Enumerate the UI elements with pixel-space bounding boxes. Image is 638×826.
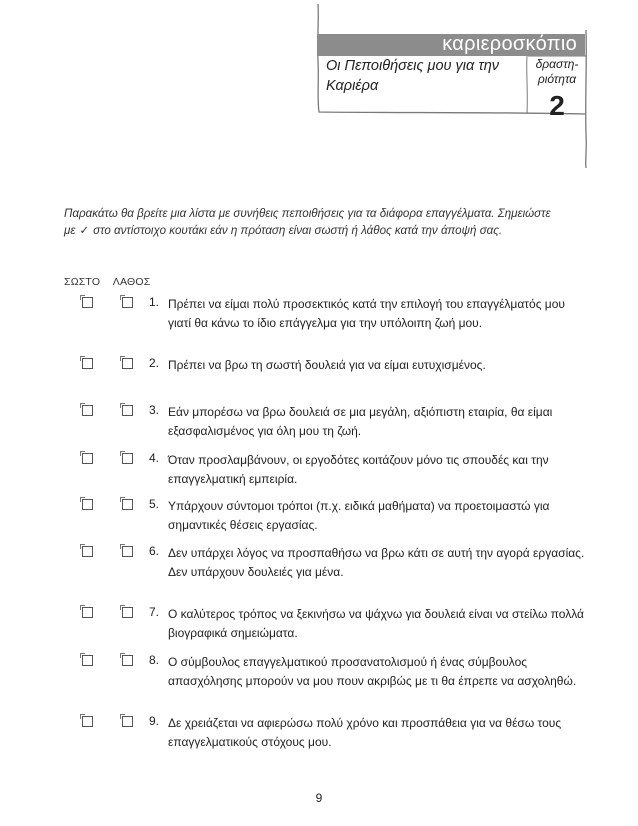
statement-number: 3. bbox=[149, 403, 160, 417]
checkmark-icon: ✓ bbox=[79, 224, 90, 237]
page-number: 9 bbox=[315, 791, 323, 805]
false-checkbox[interactable] bbox=[122, 655, 133, 666]
statement-text: Υπάρχουν σύντομοι τρόποι (π.χ. ειδικά μαθήματα) να προετοιμαστώ για σημαντικές θέσεις εργασίας. bbox=[168, 499, 550, 532]
activity-label: δραστη-ριότητα bbox=[535, 57, 579, 86]
answer-column-headers bbox=[64, 276, 160, 288]
false-checkbox[interactable] bbox=[122, 358, 133, 369]
statement-number: 2. bbox=[149, 356, 160, 370]
statement-number: 1. bbox=[149, 295, 160, 309]
statement-text: Πρέπει να είμαι πολύ προσεκτικός κατά την επιλογή του επαγγέλματός μου γιατί θα κάνω το ίδιο επάγγελμα για την υπόλοιπη ζωή μου. bbox=[168, 297, 565, 330]
activity-number: 2 bbox=[549, 90, 565, 121]
true-checkbox[interactable] bbox=[82, 716, 93, 727]
instructions-prefix: με bbox=[64, 224, 76, 237]
brand-banner bbox=[317, 34, 585, 56]
statement-text: Εάν μπορέσω να βρω δουλειά σε μια μεγάλη, αξιόπιστη εταιρία, θα είμαι εξασφαλισμένος για όλη μου τη ζωή. bbox=[168, 405, 553, 438]
statement-number: 8. bbox=[149, 653, 160, 667]
statement-number: 7. bbox=[149, 605, 160, 619]
statement-number: 9. bbox=[149, 714, 160, 728]
statement-text: Ο καλύτερος τρόπος να ξεκινήσω να ψάχνω για δουλειά είναι να στείλω πολλά βιογραφικά σημειώματα. bbox=[168, 607, 584, 640]
true-checkbox[interactable] bbox=[82, 405, 93, 416]
true-checkbox[interactable] bbox=[82, 499, 93, 510]
statement-text: Όταν προσλαμβάνουν, οι εργοδότες κοιτάζουν μόνο τις σπουδές και την επαγγελματική εμπειρία. bbox=[168, 453, 549, 486]
brand-name: καριεροσκόπιο bbox=[442, 33, 577, 55]
instructions-line-2 bbox=[64, 222, 584, 239]
true-column-header: ΣΩΣΤΟ bbox=[64, 276, 101, 288]
false-column-header: ΛΑΘΟΣ bbox=[112, 276, 151, 288]
false-checkbox[interactable] bbox=[122, 716, 133, 727]
true-checkbox[interactable] bbox=[82, 655, 93, 666]
statement-text: Δε χρειάζεται να αφιερώσω πολύ χρόνο και προσπάθεια για να θέσω τους επαγγελματικούς στόχους μου. bbox=[168, 716, 562, 749]
statement-number: 4. bbox=[149, 451, 160, 465]
true-checkbox[interactable] bbox=[82, 607, 93, 618]
false-checkbox[interactable] bbox=[122, 453, 133, 464]
statement-text: Πρέπει να βρω τη σωστή δουλειά για να είμαι ευτυχισμένος. bbox=[168, 358, 486, 372]
statement-text: Ο σύμβουλος επαγγελματικού προσανατολισμού ή ένας σύμβουλος απασχόλησης μπορούν να μου πουν ακριβώς με τι θα έπρεπε να ασχοληθώ. bbox=[168, 655, 577, 688]
false-checkbox[interactable] bbox=[122, 607, 133, 618]
true-checkbox[interactable] bbox=[82, 358, 93, 369]
false-checkbox[interactable] bbox=[122, 297, 133, 308]
instructions-line-1: Παρακάτω θα βρείτε μια λίστα με συνήθεις πεποιθήσεις για τα διάφορα επαγγέλματα. Σημειώστε bbox=[64, 207, 551, 220]
false-checkbox[interactable] bbox=[122, 546, 133, 557]
false-checkbox[interactable] bbox=[122, 499, 133, 510]
statement-number: 6. bbox=[149, 544, 160, 558]
true-checkbox[interactable] bbox=[82, 546, 93, 557]
page-title: Οι Πεποιθήσεις μου για την Καριέρα bbox=[326, 58, 500, 94]
instructions-suffix: στο αντίστοιχο κουτάκι εάν η πρόταση είναι σωστή ή λάθος κατά την άποψή σας. bbox=[93, 224, 503, 237]
true-checkbox[interactable] bbox=[82, 297, 93, 308]
false-checkbox[interactable] bbox=[122, 405, 133, 416]
instructions bbox=[64, 205, 584, 239]
statement-number: 5. bbox=[149, 497, 160, 511]
statement-text: Δεν υπάρχει λόγος να προσπαθήσω να βρω κάτι σε αυτή την αγορά εργασίας. Δεν υπάρχουν δουλειές για μένα. bbox=[168, 546, 585, 579]
true-checkbox[interactable] bbox=[82, 453, 93, 464]
